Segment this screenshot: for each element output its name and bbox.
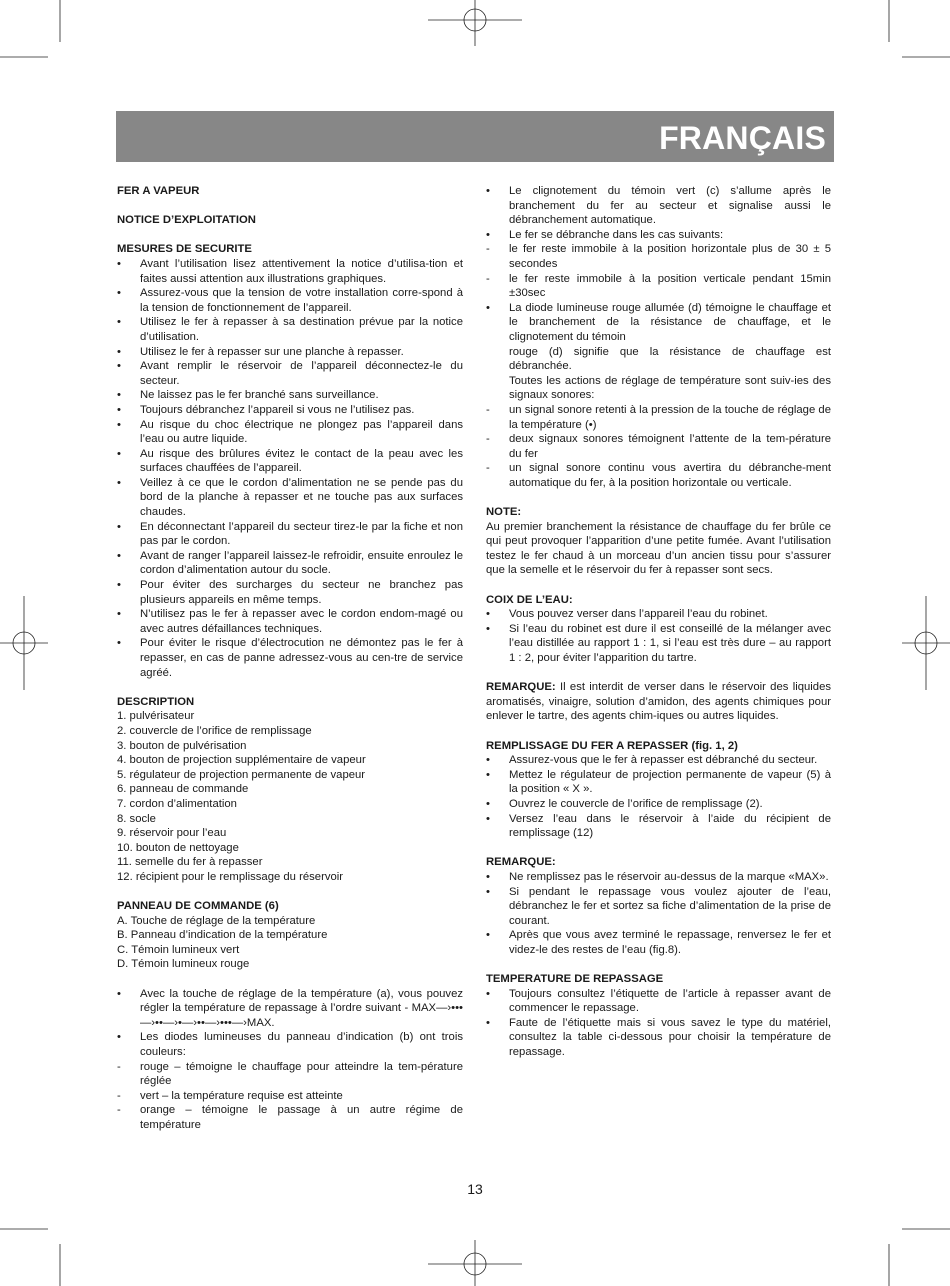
sound-signal-list — [486, 403, 831, 491]
water-heading: COIX DE L’EAU: — [486, 593, 573, 606]
manual-title: NOTICE D’EXPLOITATION — [117, 214, 256, 227]
part-item: 8. socle — [117, 812, 156, 825]
indicator-continuation: Toutes les actions de réglage de température sont suiv-ies des signaux sonores: — [509, 374, 831, 402]
safety-item: • Avant de ranger l’appareil laissez-le refroidir, ensuite enroulez le cordon d’alimentation autour du socle. — [117, 549, 463, 577]
indicator-item: • Le fer se débranche dans les cas suivants: — [486, 228, 724, 241]
water-list — [486, 607, 831, 665]
remark-text: Il est interdit de verser dans le réservoir des liquides aromatisés, vinaigre, solution d’amidon, des agents chimiques pour enlever le tartre, des agents chim-iques ou autres liquides. — [486, 681, 831, 723]
safety-item: • Veillez à ce que le cordon d’alimentation ne se pende pas du bord de la planche à repasser et ne touche pas aux surfaces chaudes. — [117, 476, 463, 519]
filling-item: • Mettez le régulateur de projection permanente de vapeur (5) à la position « X ». — [486, 768, 831, 796]
usage-item: - rouge – témoigne le chauffage pour atteindre la tem-pérature réglée — [117, 1060, 463, 1088]
part-item: 2. couvercle de l’orifice de remplissage — [117, 724, 312, 737]
usage-item: - vert – la température requise est atteinte — [117, 1089, 343, 1102]
part-item: 7. cordon d’alimentation — [117, 797, 237, 810]
safety-item: • Avant l’utilisation lisez attentivement la notice d’utilisa-tion et faites aussi attention aux illustrations graphiques. — [117, 257, 463, 285]
remark2-list — [486, 870, 831, 958]
control-item: B. Panneau d’indication de la température — [117, 929, 328, 942]
parts-list — [117, 709, 463, 884]
safety-heading: MESURES DE SECURITE — [117, 243, 252, 256]
water-item: • Si l’eau du robinet est dure il est conseillé de la mélanger avec l’eau distillée au rapport 1 : 1, si l’eau est très dure – au rapport 1 : 2, pour éviter l’apparition du tartre. — [486, 622, 831, 664]
safety-item: • Avant remplir le réservoir de l’appareil déconnectez-le du secteur. — [117, 360, 463, 387]
sound-signal-item: - un signal sonore retenti à la pression de la touche de réglage de la température (•) — [486, 403, 831, 431]
part-item: 4. bouton de projection supplémentaire de vapeur — [117, 754, 366, 767]
usage-item: • Les diodes lumineuses du panneau d’indication (b) ont trois couleurs: — [117, 1031, 463, 1059]
safety-list — [117, 257, 463, 680]
safety-item: • Ne laissez pas le fer branché sans surveillance. — [117, 389, 379, 402]
control-panel-heading: PANNEAU DE COMMANDE (6) — [117, 900, 279, 913]
registration-mark-left — [0, 596, 48, 690]
remark2-item: • Ne remplissez pas le réservoir au-dessus de la marque «MAX». — [486, 870, 829, 883]
temperature-item: • Toujours consultez l’étiquette de l’article à repasser avant de commencer le repassage. — [486, 987, 831, 1015]
remark-label: REMARQUE: — [486, 681, 556, 694]
safety-item: • Toujours débranchez l’appareil si vous ne l’utilisez pas. — [117, 403, 415, 416]
filling-heading: REMPLISSAGE DU FER A REPASSER (fig. 1, 2) — [486, 739, 738, 752]
language-title: FRANÇAIS — [659, 120, 826, 156]
temperature-item: • Faute de l’étiquette mais si vous savez le type du matériel, consultez la table ci-dessous pour choisir la température de repassage. — [486, 1016, 831, 1059]
safety-item: • Utilisez le fer à repasser à sa destination prévue par la notice d’utilisation. — [117, 316, 463, 343]
part-item: 1. pulvérisateur — [117, 710, 195, 723]
indicator-item: • La diode lumineuse rouge allumée (d) témoigne le chauffage et le branchement de la résistance de chauffage, et le clignotement du témoin — [486, 301, 831, 343]
control-panel-list — [117, 914, 463, 972]
indicator-list — [486, 184, 831, 403]
safety-item: • Assurez-vous que la tension de votre installation corre-spond à la tension de fonctionnement de l’appareil. — [117, 287, 463, 314]
description-heading: DESCRIPTION — [117, 695, 195, 708]
note-text: Au premier branchement la résistance de chauffage du fer brûle ce qui peut provoquer l’apparition d’une petite fumée. Avant l’utilisation testez le fer chaud à un morceau d’un ancien tissu pour s’assurer que la semelle et le réservoir du fer à repasser sont secs. — [486, 520, 831, 577]
sound-signal-item: - deux signaux sonores témoignent l’attente de la tem-pérature du fer — [486, 433, 831, 460]
indicator-item: - le fer reste immobile à la position horizontale plus de 30 ± 5 secondes — [486, 243, 831, 270]
temperature-heading: TEMPERATURE DE REPASSAGE — [486, 973, 664, 986]
indicator-continuation: rouge (d) signifie que la résistance de chauffage est débranchée. — [509, 345, 831, 373]
sound-signal-item: - un signal sonore continu vous avertira du débranche-ment automatique du fer, à la position horizontale ou verticale. — [486, 462, 831, 489]
part-item: 10. bouton de nettoyage — [117, 841, 239, 854]
registration-mark-right — [902, 596, 950, 690]
usage-item: - orange – témoigne le passage à un autre régime de température — [117, 1104, 463, 1131]
part-item: 9. réservoir pour l’eau — [117, 827, 227, 840]
part-item: 12. récipient pour le remplissage du réservoir — [117, 870, 344, 883]
remark2-item: • Si pendant le repassage vous voulez ajouter de l’eau, débranchez le fer et sortez sa fiche d’alimentation de la prise de courant. — [486, 885, 831, 927]
part-item: 3. bouton de pulvérisation — [117, 739, 247, 752]
note-heading: NOTE: — [486, 506, 522, 519]
language-banner — [116, 111, 834, 162]
left-column — [117, 184, 463, 1133]
water-item: • Vous pouvez verser dans l’appareil l’eau du robinet. — [486, 608, 768, 621]
temperature-list — [486, 987, 831, 1060]
safety-item: • En déconnectant l’appareil du secteur tirez-le par la fiche et non pas par le cordon. — [117, 520, 463, 548]
safety-item: • Au risque des brûlures évitez le contact de la peau avec les surfaces chauffées de l’appareil. — [117, 447, 463, 475]
remark2-item: • Après que vous avez terminé le repassage, renversez le fer et videz-le des restes de l’eau (fig.8). — [486, 929, 831, 956]
control-item: A. Touche de réglage de la température — [117, 914, 316, 927]
part-item: 6. panneau de commande — [117, 783, 249, 796]
usage-list — [117, 987, 463, 1133]
right-column — [486, 184, 831, 1060]
filling-item: • Versez l’eau dans le réservoir à l’aide du récipient de remplissage (12) — [486, 812, 831, 840]
control-item: D. Témoin lumineux rouge — [117, 958, 250, 971]
filling-item: • Assurez-vous que le fer à repasser est débranché du secteur. — [486, 754, 818, 767]
indicator-item: • Le clignotement du témoin vert (c) s’allume après le branchement du fer au secteur et signalise aussi le débranchement automatique. — [486, 185, 831, 227]
registration-mark-bottom — [428, 1240, 522, 1286]
safety-item: • Pour éviter des surcharges du secteur ne branchez pas plusieurs appareils en même temps. — [117, 579, 463, 606]
registration-mark-top — [428, 0, 522, 46]
indicator-item: - le fer reste immobile à la position verticale pendant 15min ±30sec — [486, 272, 831, 300]
remark-paragraph — [486, 680, 831, 724]
remark2-heading: REMARQUE: — [486, 856, 556, 869]
part-item: 5. régulateur de projection permanente de vapeur — [117, 768, 366, 781]
safety-item: • N’utilisez pas le fer à repasser avec le cordon endom-magé ou avec autres défaillances techniques. — [117, 608, 463, 635]
control-item: C. Témoin lumineux vert — [117, 943, 240, 956]
filling-list — [486, 753, 831, 841]
product-title: FER A VAPEUR — [117, 185, 200, 197]
part-item: 11. semelle du fer à repasser — [117, 856, 263, 869]
usage-item: • Avec la touche de réglage de la température (a), vous pouvez régler la température de repassage à l’ordre suivant - MAX—›•••—›••—›•—›••—›•••—›MAX. — [117, 987, 463, 1029]
safety-item: • Utilisez le fer à repasser sur une planche à repasser. — [117, 345, 404, 358]
safety-item: • Pour éviter le risque d’électrocution ne démontez pas le fer à repasser, en cas de panne adressez-vous au cen-tre de service agréé. — [117, 637, 463, 679]
filling-item: • Ouvrez le couvercle de l’orifice de remplissage (2). — [486, 797, 763, 810]
safety-item: • Au risque du choc électrique ne plongez pas l’appareil dans l’eau ou autre liquide. — [117, 418, 463, 446]
page-number: 13 — [467, 1181, 483, 1197]
